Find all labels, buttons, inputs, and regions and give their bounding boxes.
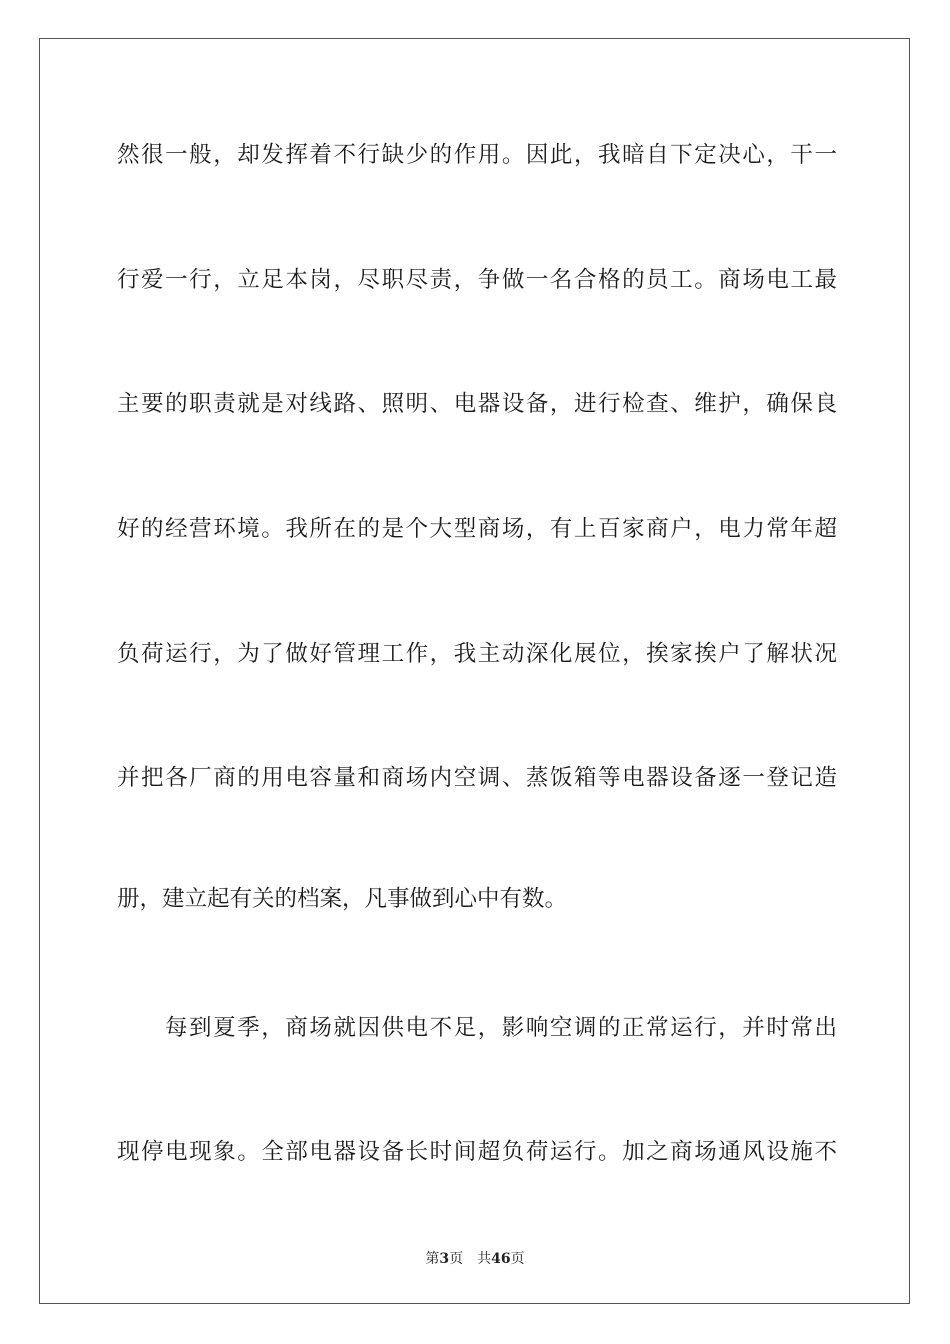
current-page-number: 3: [439, 1251, 450, 1267]
total-prefix: 共: [477, 1251, 492, 1267]
paragraph-first-line: 每到夏季，商场就因供电不足，影响空调的正常运行，并时常出: [165, 1015, 837, 1041]
text-line: 并把各厂商的用电容量和商场内空调、蒸饭箱等电器设备逐一登记造: [117, 765, 837, 791]
text-line: 好的经营环境。我所在的是个大型商场，有上百家商户，电力常年超: [117, 516, 837, 542]
text-line: 然很一般，却发挥着不行缺少的作用。因此，我暗自下定决心，干一: [117, 142, 837, 168]
total-pages-number: 46: [491, 1251, 511, 1267]
page-prefix: 第: [425, 1251, 440, 1267]
page-suffix: 页: [449, 1251, 464, 1267]
text-line: 册，建立起有关的档案，凡事做到心中有数。: [117, 886, 568, 912]
text-line: 行爱一行，立足本岗，尽职尽责，争做一名合格的员工。商场电工最: [117, 267, 837, 293]
text-line: 现停电现象。全部电器设备长时间超负荷运行。加之商场通风设施不: [117, 1139, 837, 1165]
text-line: 主要的职责就是对线路、照明、电器设备，进行检查、维护，确保良: [117, 391, 837, 417]
page-border: [39, 38, 910, 1304]
text-line: 负荷运行，为了做好管理工作，我主动深化展位，挨家挨户了解状况: [117, 641, 837, 667]
total-suffix: 页: [510, 1251, 525, 1267]
page-footer: [0, 1250, 950, 1268]
